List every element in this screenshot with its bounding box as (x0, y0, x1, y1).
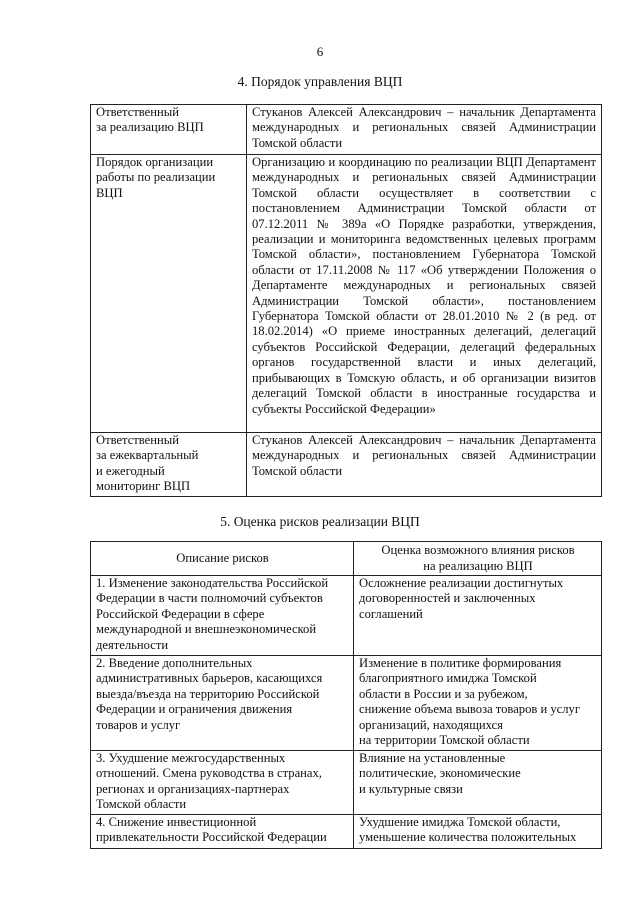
header-risk-impact (354, 542, 602, 576)
label-line: за реализацию ВЦП (96, 120, 204, 135)
row-label (91, 155, 247, 433)
text-line: соглашений (359, 606, 423, 621)
row-text: Стуканов Алексей Александрович – начальник Департамента международных и региональных связей Администрации Томской области (247, 105, 602, 155)
text-line: 4. Снижение инвестиционной (96, 815, 257, 829)
risk-impact (354, 656, 602, 751)
text-line: Ухудшение имиджа Томской области, (359, 815, 561, 829)
risk-impact (354, 751, 602, 815)
table-row (91, 433, 602, 497)
text-line: 2. Введение дополнительных (96, 656, 253, 670)
risk-impact (354, 815, 602, 849)
label-line: и ежегодный (96, 463, 165, 478)
risk-description (91, 656, 354, 751)
page-number: 6 (316, 44, 324, 59)
text-line: Томской области (96, 797, 187, 812)
label-line: за ежеквартальный (96, 448, 199, 463)
text-line: Влияние на установленные (359, 751, 506, 765)
label-line: мониторинг ВЦП (96, 479, 191, 494)
text-line: организаций, находящихся (359, 717, 503, 732)
text-line: и культурные связи (359, 781, 463, 796)
text-line: области в России и за рубежом, (359, 686, 528, 701)
text-line: Изменение в политике формирования (359, 656, 562, 670)
risk-impact (354, 576, 602, 656)
text-line: международной и внешнеэкономической (96, 622, 317, 637)
text-line: на территории Томской области (359, 733, 530, 748)
label-line: Порядок организации (96, 155, 214, 169)
section-5-title: 5. Оценка рисков реализации ВЦП (220, 514, 420, 529)
text-line: привлекательности Российской Федерации (96, 830, 327, 845)
text-line: деятельности (96, 637, 169, 652)
text-line: Осложнение реализации достигнутых (359, 576, 564, 590)
label-line: работы по реализации (96, 170, 216, 185)
table-row (91, 155, 602, 433)
row-text: Стуканов Алексей Александрович – начальник Департамента международных и региональных связей Администрации Томской области (247, 433, 602, 497)
table-header-row (91, 542, 602, 576)
text-line: товаров и услуг (96, 717, 181, 732)
text-line: политические, экономические (359, 766, 521, 781)
text-line: благоприятного имиджа Томской (359, 671, 537, 686)
text-line: 1. Изменение законодательства Российской (96, 576, 329, 590)
text-line: выезда/въезда на территорию Российской (96, 686, 320, 701)
text-line: административных барьеров, касающихся (96, 671, 323, 686)
table-row (91, 751, 602, 815)
header-line: на реализацию ВЦП (423, 558, 533, 573)
row-text: Организацию и координацию по реализации ВЦП Департамент международных и региональных связей Администрации Томской области осуществляет в соответствии с постановлением Администрации Томской области от 07.12.2011 № 389а «О Порядке разработки, утверждения, реализации и мониторинга ведомственных целевых программ Томской области», постановлением Губернатора Томской области от 17.11.2008 № 117 «Об утверждении Положения о Департаменте международных и региональных связей Администрации Томской области», постановлением Губернатора Томской области от 28.01.2010 № 2 (в ред. от 18.02.2014) «О приеме иностранных делегаций, делегаций субъектов Российской Федерации, делегаций федеральных органов государственной власти и иных делегаций, прибывающих в Томскую область, и об организации визитов делегаций Томской области в иностранные государства и субъекты Российской Федерации» (247, 155, 602, 433)
label-line: Ответственный (96, 433, 179, 447)
label-line: Ответственный (96, 105, 179, 119)
text-line: Федерации в части полномочий субъектов (96, 591, 323, 606)
table-row (91, 815, 602, 849)
text-line: отношений. Смена руководства в странах, (96, 766, 322, 781)
text-line: Федерации и ограничения движения (96, 702, 293, 717)
row-label (91, 433, 247, 497)
risk-description (91, 751, 354, 815)
risks-table (90, 541, 602, 849)
text-line: уменьшение количества положительных (359, 830, 577, 845)
row-label (91, 105, 247, 155)
text-line: снижение объема вывоза товаров и услуг (359, 702, 581, 717)
table-row (91, 105, 602, 155)
risk-description (91, 815, 354, 849)
text-line: регионах и организациях-партнерах (96, 781, 290, 796)
text-line: Российской Федерации в сфере (96, 606, 265, 621)
table-row (91, 576, 602, 656)
management-table (90, 104, 602, 497)
risk-description (91, 576, 354, 656)
text-line: договоренностей и заключенных (359, 591, 536, 606)
header-line: Оценка возможного влияния рисков (381, 543, 575, 558)
section-4-title: 4. Порядок управления ВЦП (237, 74, 403, 89)
table-row (91, 656, 602, 751)
text-line: 3. Ухудшение межгосударственных (96, 751, 286, 765)
header-risk-description: Описание рисков (91, 542, 354, 576)
label-line: ВЦП (96, 185, 123, 200)
